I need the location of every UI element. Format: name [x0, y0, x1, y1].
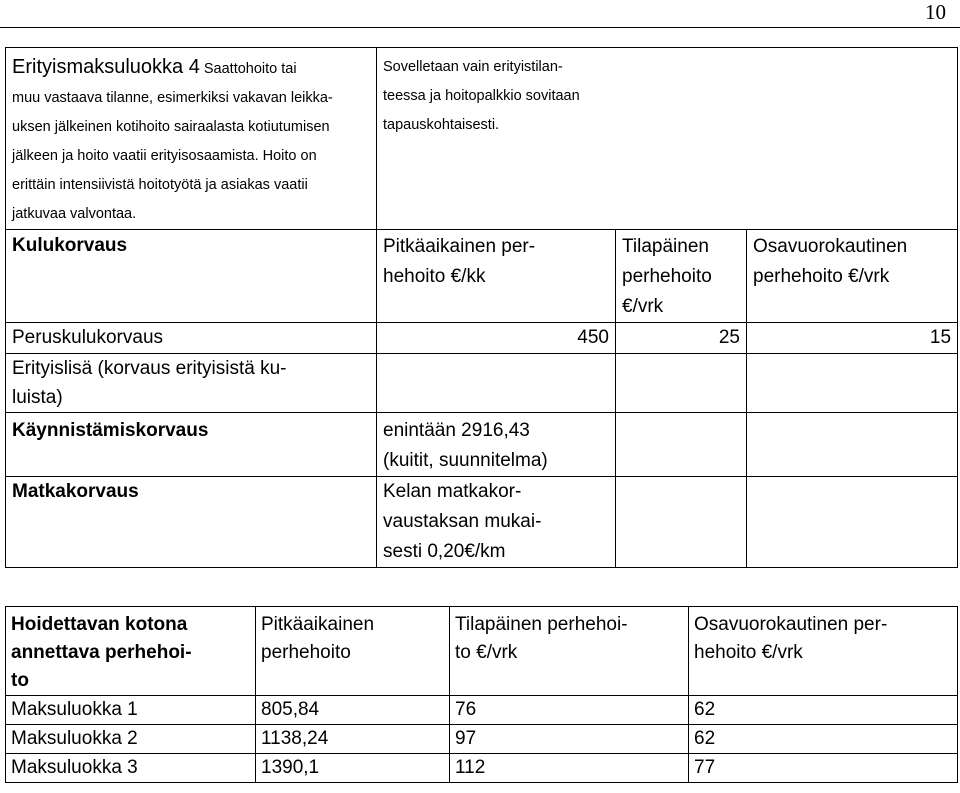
fee-class-table	[5, 606, 958, 783]
header-cell-temporary: Tilapäinen perhehoito €/vrk	[616, 230, 747, 323]
temporary-value	[616, 477, 747, 568]
temporary-value: 25	[616, 323, 747, 354]
table-header-row	[6, 230, 958, 323]
category-desc-line: uksen jälkeinen kotihoito sairaalasta kotiutumisen	[12, 119, 330, 135]
table-row	[6, 696, 958, 725]
page-number: 10	[925, 0, 946, 24]
long-term-value: 805,84	[256, 696, 450, 725]
category-desc-line: muu vastaava tilanne, esimerkiksi vakavan leikka-	[12, 90, 333, 106]
temporary-value: 76	[450, 696, 689, 725]
row-label: Maksuluokka 1	[6, 696, 256, 725]
table-row	[6, 725, 958, 754]
category-description-cell	[6, 48, 377, 230]
partial-day-value: 62	[689, 725, 958, 754]
header-cell-kulukorvaus: Kulukorvaus	[6, 230, 377, 323]
temporary-value: 112	[450, 754, 689, 783]
table-row	[6, 413, 958, 477]
header-cell-partial-day: Osavuorokautinen per- hehoito €/vrk	[689, 607, 958, 696]
long-term-value: enintään 2916,43 (kuitit, suunnitelma)	[377, 413, 616, 477]
category-desc-line: Saattohoito tai	[199, 61, 297, 77]
row-label: Matkakorvaus	[6, 477, 377, 568]
temporary-value: 97	[450, 725, 689, 754]
partial-day-value: 62	[689, 696, 958, 725]
partial-day-value	[747, 413, 958, 477]
category-title: Erityismaksuluokka 4	[12, 56, 200, 78]
row-label: Maksuluokka 2	[6, 725, 256, 754]
table-row	[6, 754, 958, 783]
header-cell-long-term: Pitkäaikainen per- hehoito €/kk	[377, 230, 616, 323]
category-note-line: tapauskohtaisesti.	[383, 117, 500, 133]
expense-compensation-table	[5, 47, 958, 568]
long-term-value: 450	[377, 323, 616, 354]
category-note-line: teessa ja hoitopalkkio sovitaan	[383, 88, 580, 104]
table-row	[6, 477, 958, 568]
category-desc-line: jälkeen ja hoito vaatii erityisosaamista. Hoito on	[12, 148, 317, 164]
header-cell-partial-day: Osavuorokautinen perhehoito €/vrk	[747, 230, 958, 323]
long-term-value: 1390,1	[256, 754, 450, 783]
category-desc-line: jatkuvaa valvontaa.	[12, 206, 137, 222]
header-cell-temporary: Tilapäinen perhehoi- to €/vrk	[450, 607, 689, 696]
category-row	[6, 48, 958, 230]
partial-day-value	[747, 477, 958, 568]
partial-day-value: 77	[689, 754, 958, 783]
row-label: Maksuluokka 3	[6, 754, 256, 783]
header-cell-home-care: Hoidettavan kotona annettava perhehoi- to	[6, 607, 256, 696]
table-header-row	[6, 607, 958, 696]
partial-day-value: 15	[747, 323, 958, 354]
long-term-value	[377, 354, 616, 413]
category-note-cell	[377, 48, 958, 230]
row-label: Käynnistämiskorvaus	[6, 413, 377, 477]
category-note-line: Sovelletaan vain erityistilan-	[383, 59, 563, 75]
header-rule	[0, 27, 960, 28]
category-desc-line: erittäin intensiivistä hoitotyötä ja asiakas vaatii	[12, 177, 308, 193]
long-term-value: Kelan matkakor- vaustaksan mukai- sesti 0,20€/km	[377, 477, 616, 568]
row-label: Erityislisä (korvaus erityisistä ku- luista)	[6, 354, 377, 413]
long-term-value: 1138,24	[256, 725, 450, 754]
header-cell-long-term: Pitkäaikainen perhehoito	[256, 607, 450, 696]
row-label: Peruskulukorvaus	[6, 323, 377, 354]
temporary-value	[616, 354, 747, 413]
table-row	[6, 354, 958, 413]
partial-day-value	[747, 354, 958, 413]
table-row	[6, 323, 958, 354]
temporary-value	[616, 413, 747, 477]
